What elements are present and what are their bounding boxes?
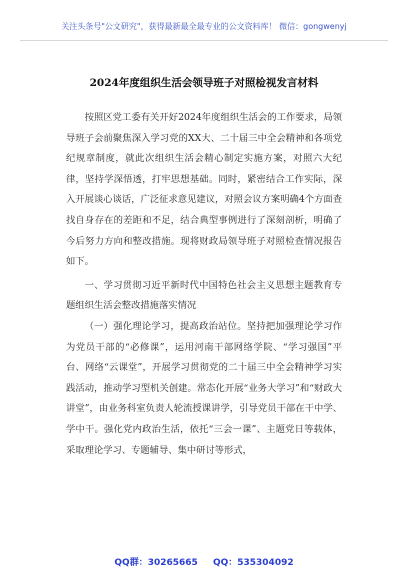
section-heading: 一、学习贯彻习近平新时代中国特色社会主义思想主题教育专题组织生活会整改措施落实情况 (66, 279, 342, 312)
header-banner: 关注头条号"公文研究"，获得最新最全最专业的公文资料库！ 微信：gongwenyj (61, 22, 347, 31)
header-divider (20, 40, 388, 41)
paragraph-subsection-1: （一）强化理论学习，提高政治站位。坚持把加强理论学习作为党员干部的“必修课”，运用河南干部网络学院、“学习强国”平台、网络“云课堂”，开展学习贯彻党的二十届三中全会精神学习实践活动，推动学习型机关创建。常态化开展“业务大学习”和“财政大讲堂”，由业务科室负责人轮流授课讲学，引导党员干部在干中学、学中干。强化党内政治生活，依托“三会一课”、主题党日等载体，采取理论学习、专题辅导、集中研讨等形式， (66, 320, 342, 456)
paragraph-intro: 按照区党工委有关开好2024年度组织生活会的工作要求，局领导班子会前聚焦深入学习党的XX大、二十届三中全会精神和各项党纪规章制度，就此次组织生活会精心制定实施方案，对照六大纪律，坚持学深悟透，打牢思想基础。同时，紧密结合工作实际，深入开展谈心谈话，广泛征求意见建议，对照会议方案明确4个方面查找自身存在的差距和不足，结合典型事例进行了深刻剖析，明确了今后努力方向和整改措施。现将财政局领导班子对照检查情况报告如下。 (66, 112, 342, 268)
footer-qq-group: QQ群：30265665 (114, 558, 198, 568)
footer-qq: QQ：535304092 (212, 558, 294, 568)
footer-contact (0, 555, 408, 568)
document-title: 2024年度组织生活会领导班子对照检视发言材料 (89, 77, 319, 89)
document-body (66, 108, 342, 461)
